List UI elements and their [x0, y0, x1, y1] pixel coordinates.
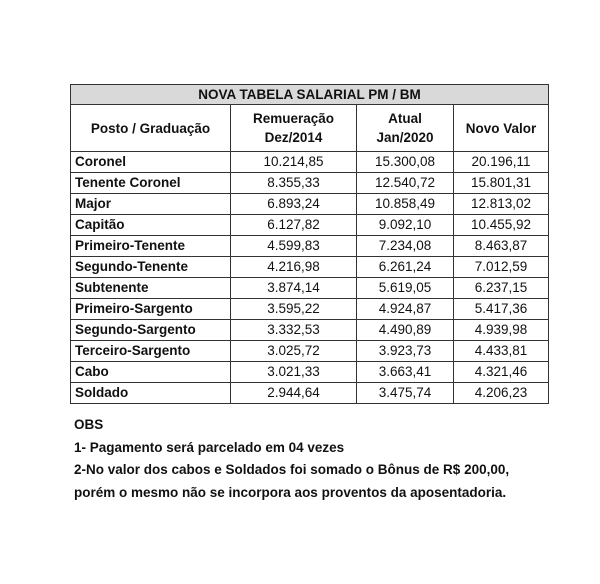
cell-rank: Coronel — [71, 152, 231, 173]
cell-dez2014: 6.893,24 — [231, 194, 357, 215]
cell-jan2020: 5.619,05 — [357, 278, 454, 299]
cell-novo-valor: 5.417,36 — [454, 299, 549, 320]
cell-jan2020: 15.300,08 — [357, 152, 454, 173]
cell-novo-valor: 10.455,92 — [454, 215, 549, 236]
cell-dez2014: 3.874,14 — [231, 278, 357, 299]
cell-novo-valor: 15.801,31 — [454, 173, 549, 194]
cell-rank: Terceiro-Sargento — [71, 341, 231, 362]
header-novo-valor: Novo Valor — [454, 105, 549, 152]
header-dez2014-line2: Dez/2014 — [264, 130, 323, 145]
cell-jan2020: 9.092,10 — [357, 215, 454, 236]
cell-jan2020: 7.234,08 — [357, 236, 454, 257]
cell-rank: Subtenente — [71, 278, 231, 299]
cell-dez2014: 3.595,22 — [231, 299, 357, 320]
cell-novo-valor: 4.206,23 — [454, 383, 549, 404]
cell-novo-valor: 12.813,02 — [454, 194, 549, 215]
table-row — [71, 320, 549, 341]
cell-jan2020: 3.923,73 — [357, 341, 454, 362]
cell-rank: Tenente Coronel — [71, 173, 231, 194]
cell-jan2020: 4.924,87 — [357, 299, 454, 320]
note-1: 1- Pagamento será parcelado em 04 vezes — [74, 439, 345, 455]
cell-novo-valor: 4.321,46 — [454, 362, 549, 383]
table-title-row — [71, 85, 549, 105]
table-row — [71, 215, 549, 236]
header-dez2014-line1: Remueração — [252, 111, 335, 126]
cell-rank: Capitão — [71, 215, 231, 236]
note-2-line-2: porém o mesmo não se incorpora aos proventos da aposentadoria. — [74, 484, 507, 500]
table-row — [71, 362, 549, 383]
cell-rank: Segundo-Tenente — [71, 257, 231, 278]
cell-novo-valor: 4.433,81 — [454, 341, 549, 362]
table-row — [71, 194, 549, 215]
header-jan2020 — [357, 105, 454, 152]
notes-heading: OBS — [74, 417, 104, 432]
cell-jan2020: 3.663,41 — [357, 362, 454, 383]
table-row — [71, 299, 549, 320]
cell-rank: Soldado — [71, 383, 231, 404]
cell-rank: Major — [71, 194, 231, 215]
table-row — [71, 383, 549, 404]
header-jan2020-line1: Atual — [388, 111, 422, 126]
cell-rank: Cabo — [71, 362, 231, 383]
cell-novo-valor: 6.237,15 — [454, 278, 549, 299]
header-jan2020-line2: Jan/2020 — [376, 130, 434, 145]
note-2-line-1: 2-No valor dos cabos e Soldados foi somado o Bônus de R$ 200,00, — [74, 462, 510, 477]
table-row — [71, 173, 549, 194]
cell-dez2014: 3.332,53 — [231, 320, 357, 341]
cell-novo-valor: 4.939,98 — [454, 320, 549, 341]
cell-novo-valor: 20.196,11 — [454, 152, 549, 173]
cell-dez2014: 10.214,85 — [231, 152, 357, 173]
cell-rank: Primeiro-Sargento — [71, 299, 231, 320]
cell-jan2020: 6.261,24 — [357, 257, 454, 278]
table-body — [71, 152, 549, 404]
cell-jan2020: 4.490,89 — [357, 320, 454, 341]
cell-dez2014: 3.025,72 — [231, 341, 357, 362]
table-header-row — [71, 105, 549, 152]
table-row — [71, 257, 549, 278]
cell-rank: Primeiro-Tenente — [71, 236, 231, 257]
cell-dez2014: 3.021,33 — [231, 362, 357, 383]
cell-dez2014: 6.127,82 — [231, 215, 357, 236]
table-row — [71, 341, 549, 362]
table-title: NOVA TABELA SALARIAL PM / BM — [71, 85, 549, 105]
salary-table — [70, 84, 549, 404]
cell-dez2014: 4.216,98 — [231, 257, 357, 278]
cell-jan2020: 10.858,49 — [357, 194, 454, 215]
table-row — [71, 278, 549, 299]
cell-dez2014: 4.599,83 — [231, 236, 357, 257]
cell-novo-valor: 7.012,59 — [454, 257, 549, 278]
table-row — [71, 236, 549, 257]
table-row — [71, 152, 549, 173]
header-rank: Posto / Graduação — [71, 105, 231, 152]
cell-jan2020: 3.475,74 — [357, 383, 454, 404]
cell-novo-valor: 8.463,87 — [454, 236, 549, 257]
header-dez2014 — [231, 105, 357, 152]
notes-section — [74, 414, 574, 504]
cell-rank: Segundo-Sargento — [71, 320, 231, 341]
cell-dez2014: 2.944,64 — [231, 383, 357, 404]
cell-dez2014: 8.355,33 — [231, 173, 357, 194]
cell-jan2020: 12.540,72 — [357, 173, 454, 194]
